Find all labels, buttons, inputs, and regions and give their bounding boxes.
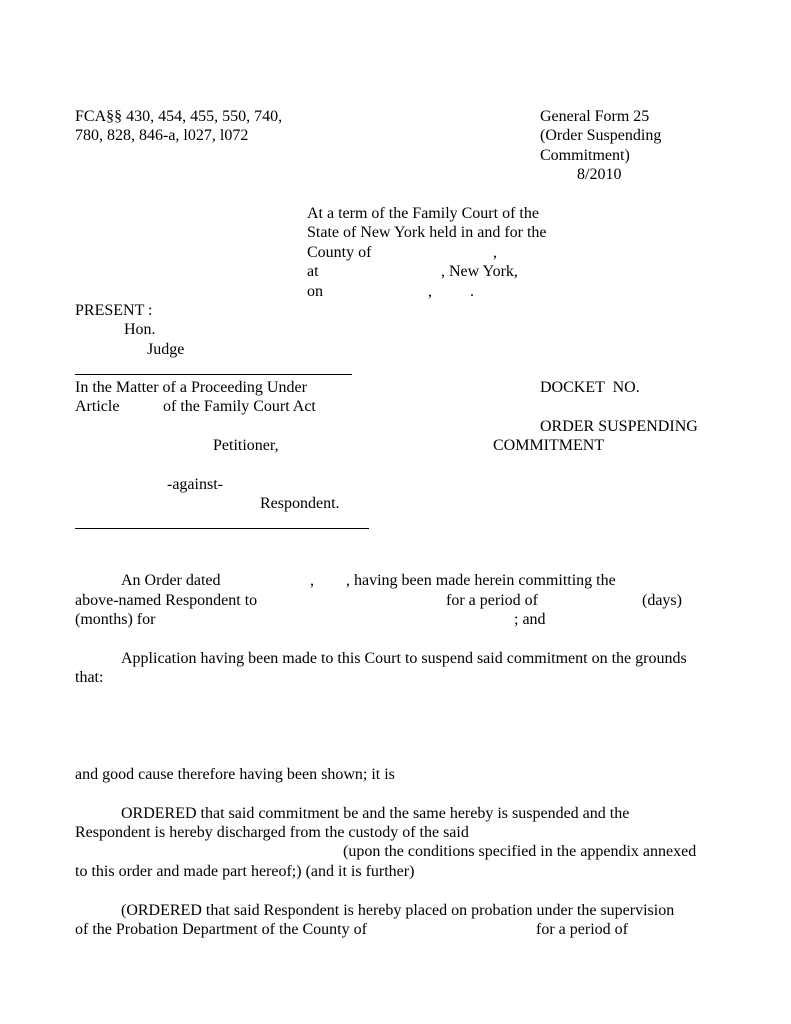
caption-bottom-rule: [75, 528, 369, 529]
p4-made-part-hereof: to this order and made part hereof;) (and it is further): [75, 863, 415, 880]
p1-for-a-period: for a period of: [446, 592, 538, 609]
judge-label: Judge: [147, 341, 185, 358]
p4-discharged: Respondent is hereby discharged from the custody of the said: [75, 824, 469, 841]
at-label: at: [307, 263, 319, 280]
p1-order-dated: An Order dated: [121, 572, 221, 589]
form-title-line-1: (Order Suspending: [540, 127, 662, 144]
matter-line-1: In the Matter of a Proceeding Under: [75, 379, 307, 396]
form-title-line-2: Commitment): [540, 147, 630, 164]
present-label: PRESENT :: [75, 302, 153, 319]
order-title-line-2: COMMITMENT: [493, 437, 605, 454]
p5-probation-county: of the Probation Department of the County of: [75, 921, 367, 938]
hon-label: Hon.: [124, 321, 156, 338]
p3-good-cause: and good cause therefore having been shown; it is: [75, 766, 395, 783]
article-label: Article: [75, 398, 120, 415]
form-number: General Form 25: [540, 108, 650, 125]
against-label: -against-: [167, 476, 223, 493]
on-period: .: [470, 283, 474, 300]
at-suffix: , New York,: [441, 263, 518, 280]
p4-conditions: (upon the conditions specified in the appendix annexed: [343, 843, 697, 860]
p1-having-been-made: , having been made herein committing the: [346, 572, 616, 589]
p4-ordered: ORDERED that said commitment be and the same hereby is suspended and the: [121, 805, 630, 822]
on-comma: ,: [428, 283, 432, 300]
p1-comma: ,: [310, 572, 314, 589]
p2-application: Application having been made to this Court to suspend said commitment on the grounds: [121, 650, 687, 667]
county-comma: ,: [493, 244, 497, 261]
statutes-line-1: FCA§§ 430, 454, 455, 550, 740,: [75, 108, 283, 125]
petitioner-label: Petitioner,: [213, 437, 279, 454]
on-label: on: [307, 283, 323, 300]
term-line-1: At a term of the Family Court of the: [307, 205, 539, 222]
p1-and: ; and: [514, 611, 546, 628]
p5-probation: (ORDERED that said Respondent is hereby placed on probation under the supervision: [121, 902, 675, 919]
article-suffix: of the Family Court Act: [163, 398, 316, 415]
county-label: County of: [307, 244, 372, 261]
respondent-label: Respondent.: [260, 495, 340, 512]
p1-days: (days): [642, 592, 682, 609]
order-title-line-1: ORDER SUSPENDING: [540, 418, 698, 435]
statutes-line-2: 780, 828, 846-a, l027, l072: [75, 127, 249, 144]
p2-that: that:: [75, 669, 104, 686]
term-line-2: State of New York held in and for the: [307, 224, 547, 241]
p1-months-for: (months) for: [75, 611, 156, 628]
caption-top-rule: [75, 374, 352, 375]
p1-respondent-to: above-named Respondent to: [75, 592, 258, 609]
form-date: 8/2010: [577, 166, 622, 183]
docket-label: DOCKET NO.: [540, 379, 640, 396]
p5-for-a-period: for a period of: [536, 921, 628, 938]
